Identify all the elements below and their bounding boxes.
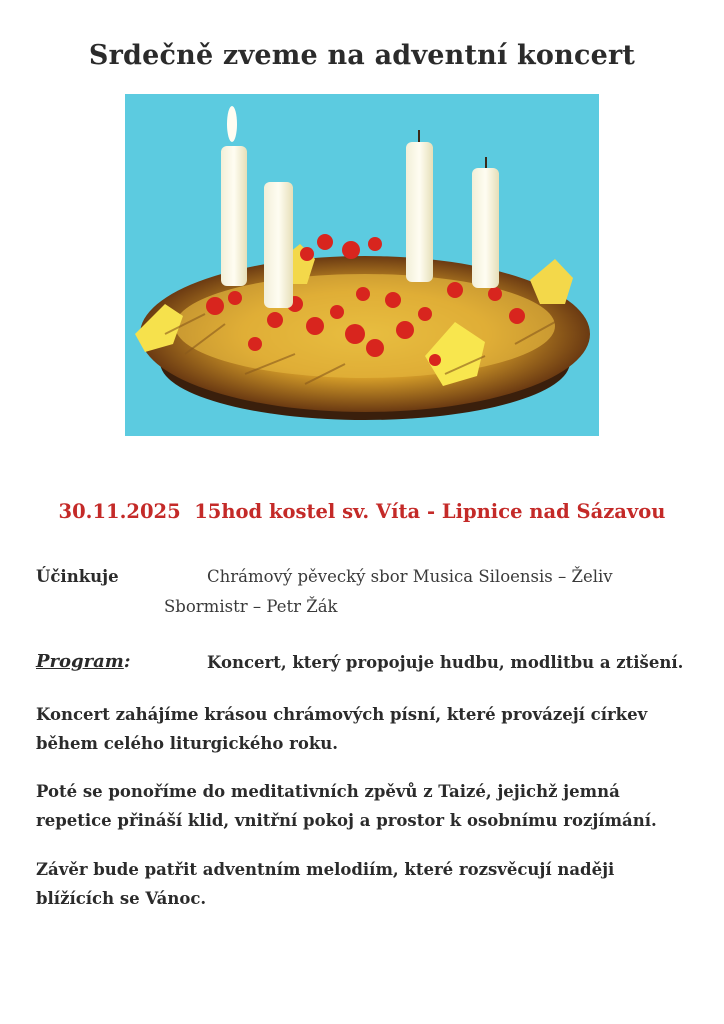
- page-title: Srdečně zveme na adventní koncert: [88, 40, 636, 71]
- paragraph-2: Poté se ponoříme do meditativních zpěvů z Taizé, jejichž jemná repetice přináší klid, vnitřní pokoj a prostor k osobnímu rozjímání.: [36, 782, 657, 830]
- performers-label: Účinkuje: [36, 567, 119, 586]
- event-date-place: [0, 500, 724, 523]
- event-time-place: 15hod kostel sv. Víta - Lipnice nad Sázavou: [194, 500, 666, 523]
- program-description: Koncert, který propojuje hudbu, modlitbu a ztišení.: [207, 653, 684, 672]
- conductor: Sbormistr – Petr Žák: [164, 597, 338, 616]
- program-colon: :: [123, 651, 131, 672]
- candle-4: [472, 157, 499, 288]
- program-label: Program: [36, 651, 124, 672]
- advent-wreath-image: [125, 94, 599, 436]
- candle-3: [406, 130, 433, 282]
- program-label-row: [36, 651, 130, 673]
- performers-value: Chrámový pěvecký sbor Musica Siloensis – Želiv: [207, 567, 613, 586]
- paragraph-1: Koncert zahájíme krásou chrámových písní, které provázejí církev během celého liturgického roku.: [36, 705, 648, 753]
- paragraph-3: Závěr bude patřit adventním melodiím, které rozsvěcují naději blížících se Vánoc.: [36, 860, 615, 908]
- event-date: 30.11.2025: [58, 500, 181, 523]
- candle-1: [221, 106, 247, 286]
- advent-wreath-illustration: [125, 94, 599, 436]
- candle-2: [264, 182, 293, 308]
